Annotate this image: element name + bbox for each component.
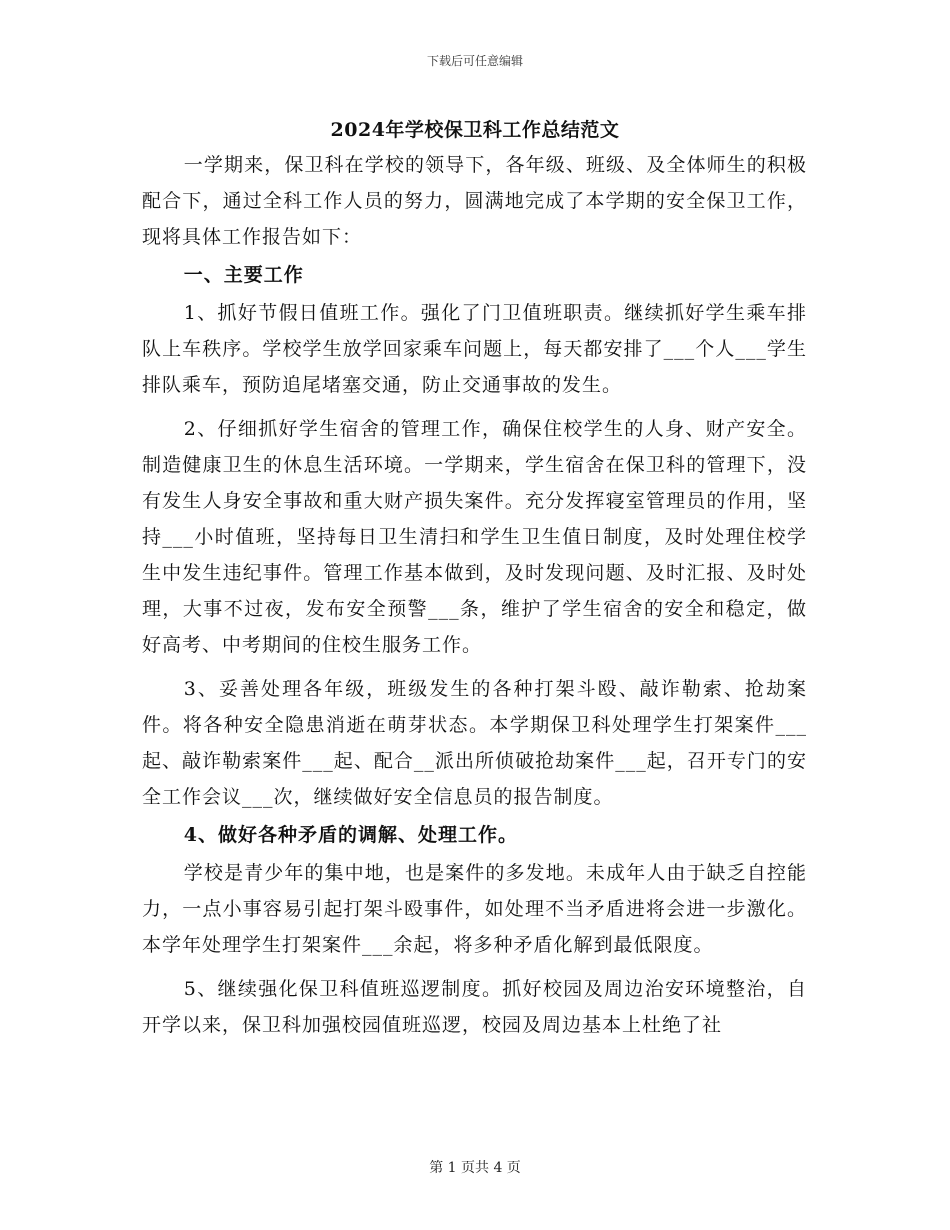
intro-paragraph: 一学期来，保卫科在学校的领导下，各年级、班级、及全体师生的积极配合下，通过全科工作人员的努力，圆满地完成了本学期的安全保卫工作，现将具体工作报告如下：: [142, 154, 807, 248]
paragraph-item-2: 2、仔细抓好学生宿舍的管理工作，确保住校学生的人身、财产安全。制造健康卫生的休息生活环境。一学期来，学生宿舍在保卫科的管理下，没有发生人身安全事故和重大财产损失案件。充分发挥寝室管理员的作用，坚持___小时值班，坚持每日卫生清扫和学生卫生值日制度，及时处理住校学生中发生违纪事件。管理工作基本做到，及时发现问题、及时汇报、及时处理，大事不过夜，发布安全预警___条，维护了学生宿舍的安全和稳定，做好高考、中考期间的住校生服务工作。: [142, 418, 807, 656]
paragraph-item-5: 5、继续强化保卫科值班巡逻制度。抓好校园及周边治安环境整治，自开学以来，保卫科加强校园值班巡逻，校园及周边基本上杜绝了社: [142, 978, 807, 1036]
document-title: 2024年学校保卫科工作总结范文: [330, 119, 620, 141]
document-body: [142, 147, 807, 1043]
header-note: 下载后可任意编辑: [426, 54, 523, 68]
paragraph-item-1: 1、抓好节假日值班工作。强化了门卫值班职责。继续抓好学生乘车排队上车秩序。学校学生放学回家乘车问题上，每天都安排了___个人___学生排队乘车，预防追尾堵塞交通，防止交通事故的发生。: [142, 302, 807, 396]
page-footer: 第 1 页共 4 页: [429, 1160, 521, 1176]
paragraph-item-3: 3、妥善处理各年级，班级发生的各种打架斗殴、敲诈勒索、抢劫案件。将各种安全隐患消逝在萌芽状态。本学期保卫科处理学生打架案件___起、敲诈勒索案件___起、配合__派出所侦破抢劫案件___起，召开专门的安全工作会议___次，继续做好安全信息员的报告制度。: [142, 678, 807, 808]
section-heading-main-work: 一、主要工作: [183, 264, 304, 286]
paragraph-item-4: 学校是青少年的集中地，也是案件的多发地。未成年人由于缺乏自控能力，一点小事容易引起打架斗殴事件，如处理不当矛盾进将会进一步激化。本学年处理学生打架案件___余起，将多种矛盾化解到最低限度。: [142, 862, 807, 956]
section-heading-item-4: 4、做好各种矛盾的调解、处理工作。: [183, 824, 519, 846]
